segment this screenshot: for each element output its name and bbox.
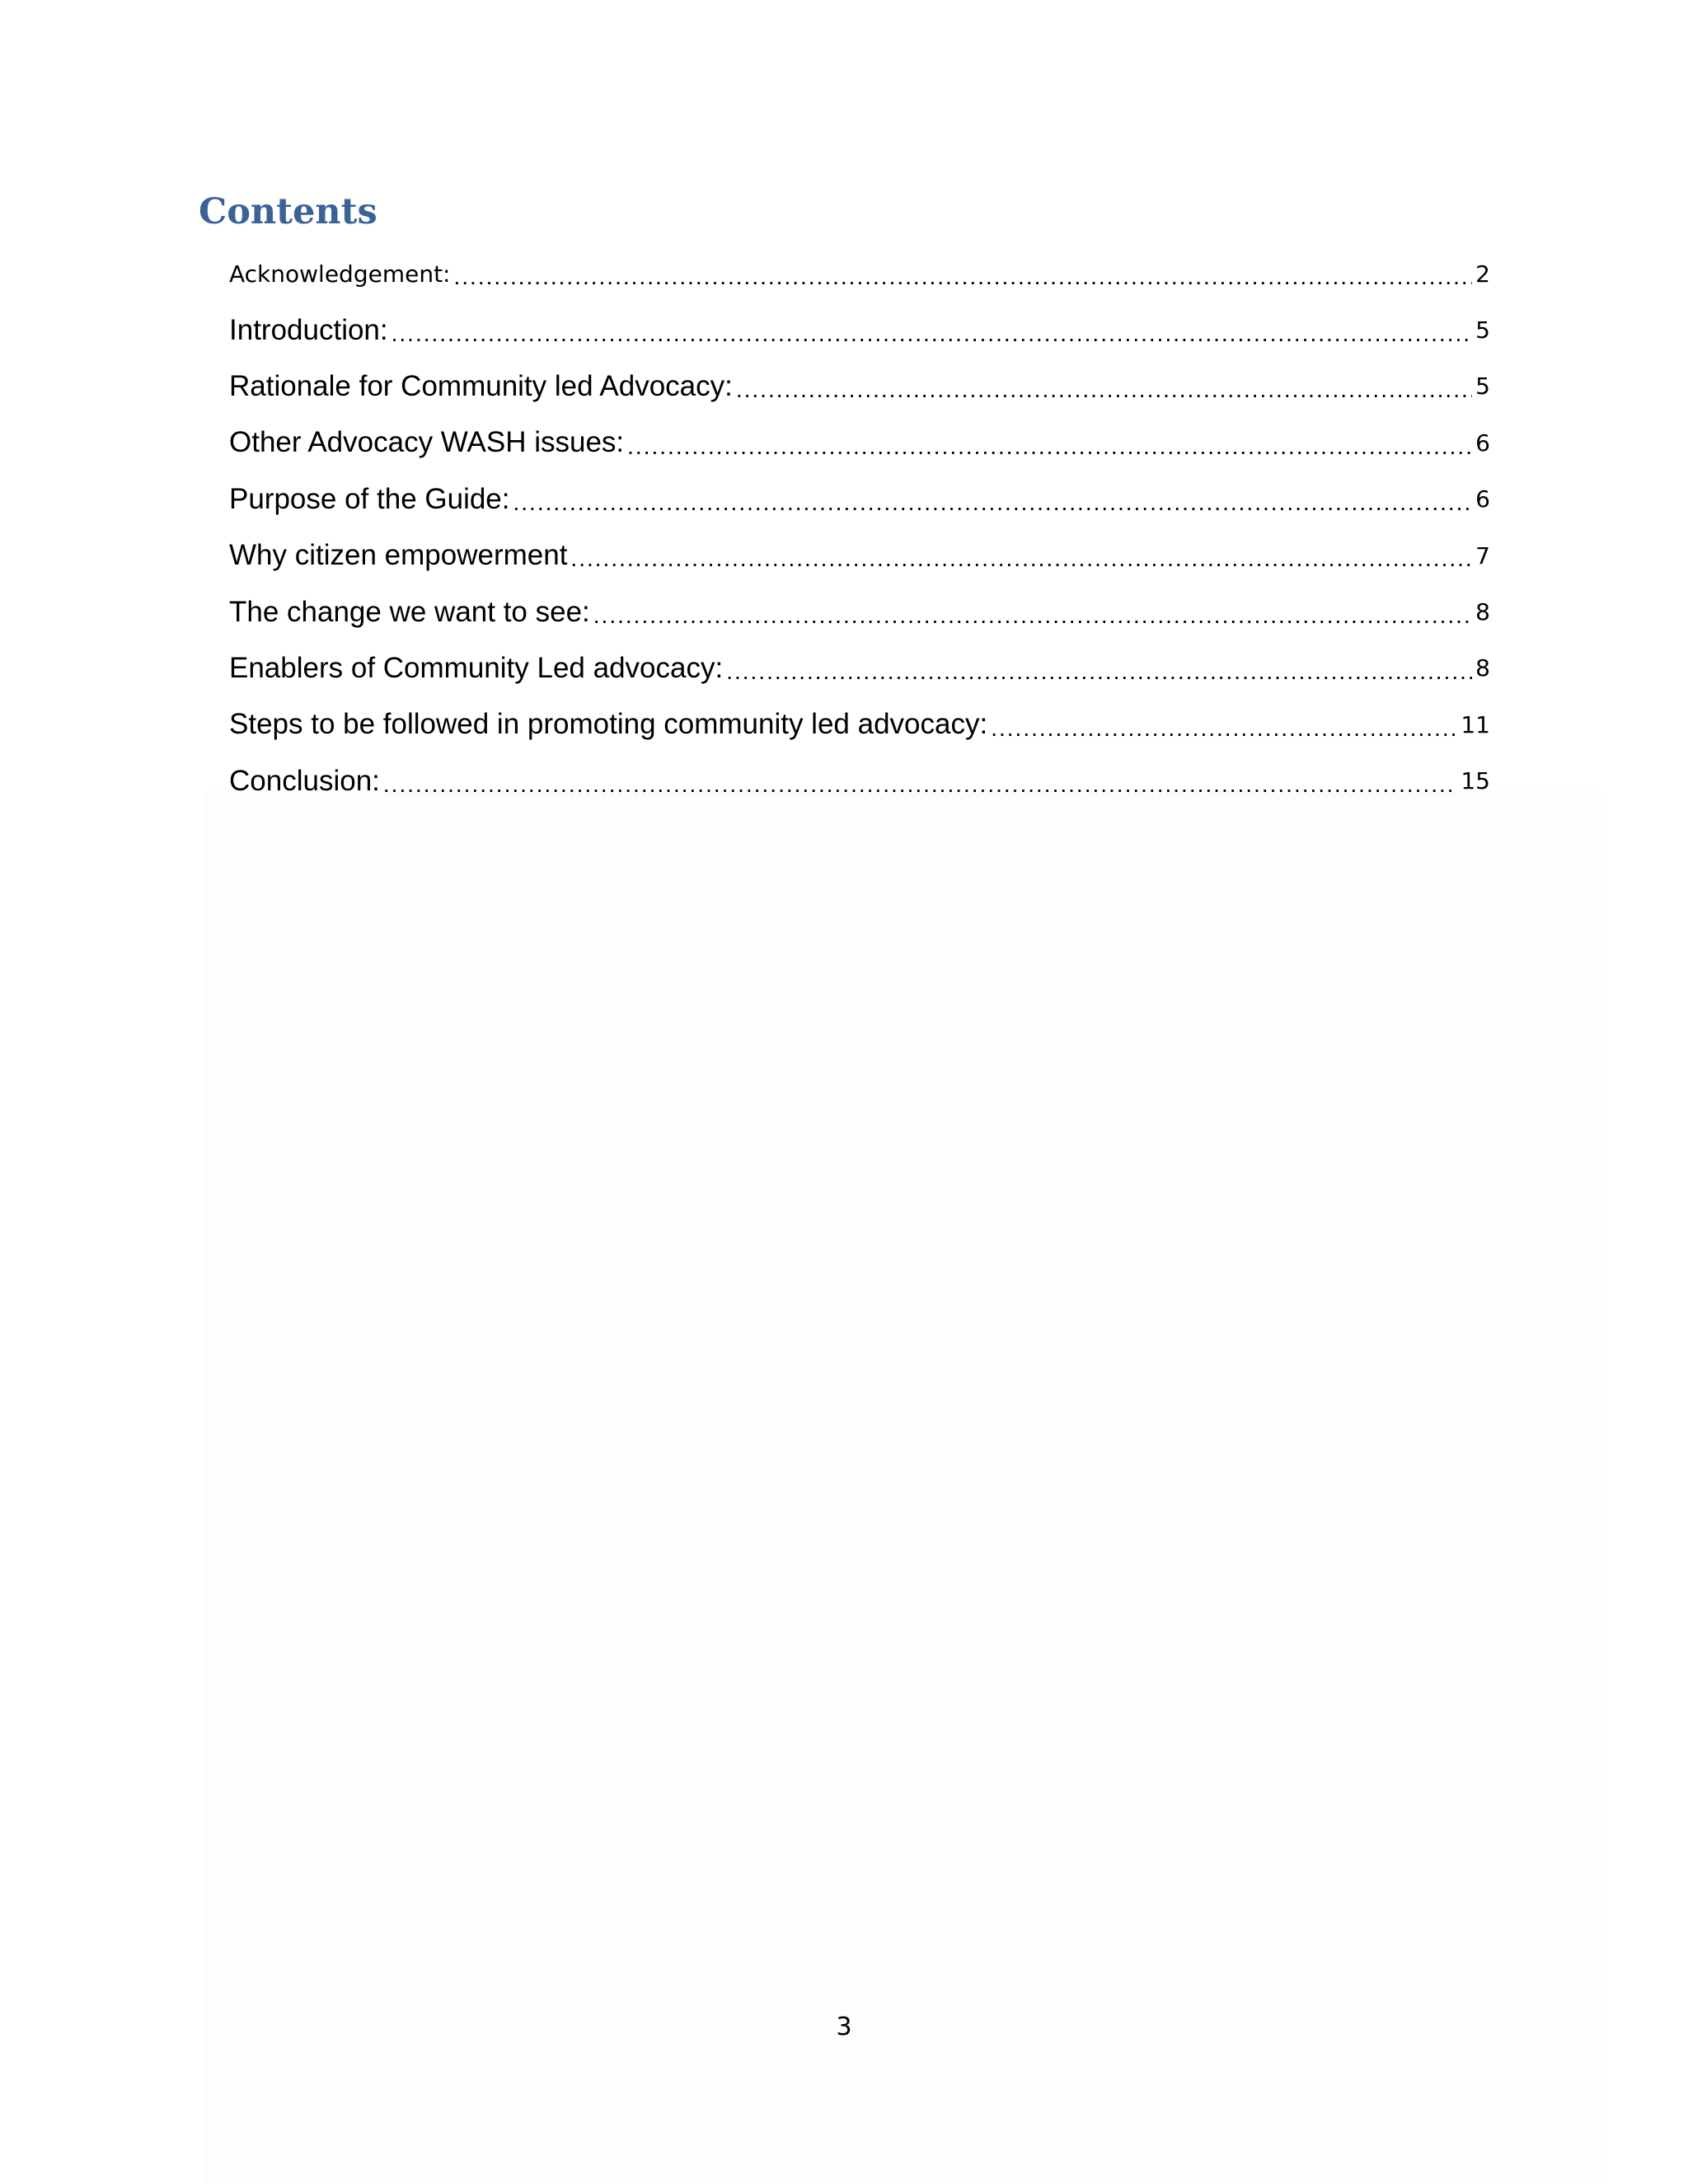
toc-entry-page: 6 xyxy=(1475,485,1490,513)
toc-entry-title: Purpose of the Guide: xyxy=(229,482,510,515)
toc-entry-page: 2 xyxy=(1475,260,1490,288)
toc-entry-page: 6 xyxy=(1475,429,1490,457)
toc-entry-page: 8 xyxy=(1475,598,1490,626)
page-number: 3 xyxy=(836,2013,852,2041)
toc-entry-title: Introduction: xyxy=(229,313,388,346)
toc-entry-page: 11 xyxy=(1461,710,1490,738)
toc-entry-acknowledgement[interactable] xyxy=(229,246,1490,302)
toc-entry-other-advocacy[interactable] xyxy=(229,415,1490,471)
dot-leader xyxy=(991,715,1457,753)
toc-entry-title: Enablers of Community Led advocacy: xyxy=(229,651,724,684)
contents-heading: Contents xyxy=(199,191,377,232)
toc-entry-page: 8 xyxy=(1475,654,1490,682)
toc-entry-page: 15 xyxy=(1461,767,1490,795)
dot-leader xyxy=(513,490,1473,527)
toc-entry-why-citizen[interactable] xyxy=(229,527,1490,583)
toc-entry-title: The change we want to see: xyxy=(229,595,590,628)
toc-entry-purpose[interactable] xyxy=(229,471,1490,527)
toc-entry-title: Why citizen empowerment xyxy=(229,539,568,572)
dot-leader xyxy=(593,602,1472,640)
toc-entry-steps[interactable] xyxy=(229,696,1490,752)
dot-leader xyxy=(392,321,1473,359)
dot-leader xyxy=(736,377,1472,415)
toc-entry-page: 5 xyxy=(1475,316,1490,344)
toc-entry-title: Steps to be followed in promoting community led advocacy: xyxy=(229,708,988,741)
toc-entry-page: 5 xyxy=(1475,373,1490,401)
toc-entry-page: 7 xyxy=(1475,541,1490,569)
toc-entry-title: Rationale for Community led Advocacy: xyxy=(229,369,733,402)
dot-leader xyxy=(627,434,1472,471)
toc-entry-introduction[interactable] xyxy=(229,302,1490,358)
toc-entry-enablers[interactable] xyxy=(229,640,1490,696)
dot-leader xyxy=(726,658,1472,696)
toc-entry-conclusion[interactable] xyxy=(229,753,1490,809)
table-of-contents xyxy=(229,246,1490,809)
toc-entry-title: Other Advocacy WASH issues: xyxy=(229,426,625,459)
toc-entry-rationale[interactable] xyxy=(229,359,1490,415)
page-shading xyxy=(204,791,1606,2184)
toc-entry-title: Acknowledgement: xyxy=(229,260,451,288)
toc-entry-change[interactable] xyxy=(229,583,1490,640)
dot-leader xyxy=(570,546,1472,583)
dot-leader xyxy=(383,771,1457,809)
toc-entry-title: Conclusion: xyxy=(229,764,380,797)
dot-leader xyxy=(454,264,1473,302)
